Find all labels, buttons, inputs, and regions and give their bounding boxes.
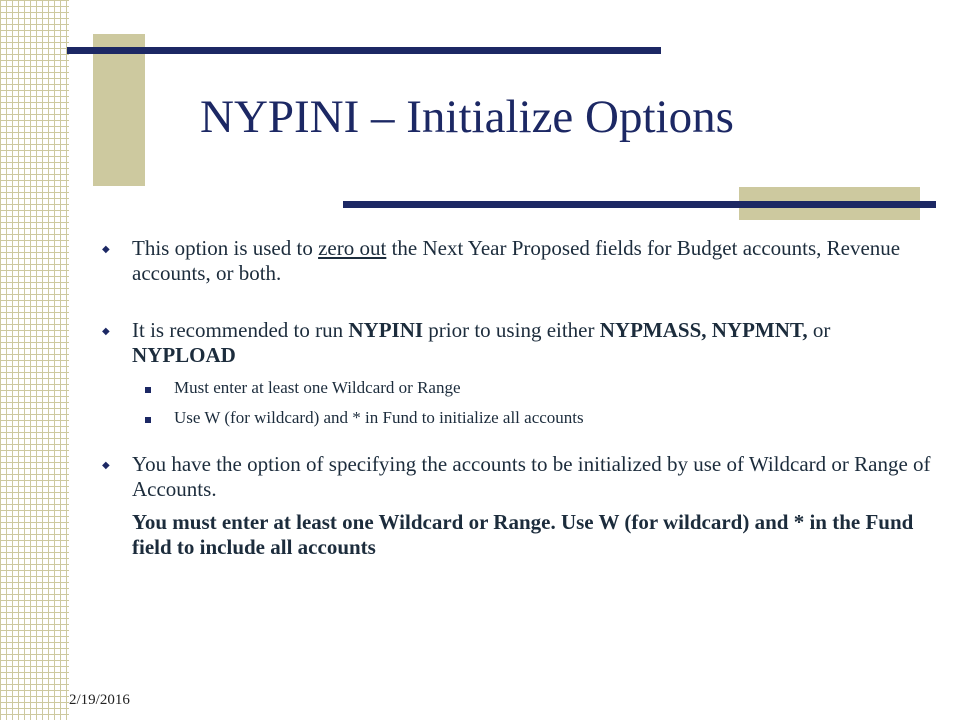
bold-text: NYPMNT, xyxy=(711,318,808,342)
decor-block-top-left xyxy=(93,34,145,186)
bullet-recommended xyxy=(102,318,932,368)
bold-text: NYPLOAD xyxy=(132,343,236,367)
left-stripe-decoration xyxy=(0,0,69,720)
slide-date: 2/19/2016 xyxy=(69,692,130,708)
bullet-text: You have the option of specifying the accounts to be initialized by use of Wildcard or Range of Accounts. xyxy=(132,452,931,501)
emphasis-note: You must enter at least one Wildcard or Range. Use W (for wildcard) and * in the Fund field to include all accounts xyxy=(132,510,914,559)
underlined-text: zero out xyxy=(318,236,387,260)
bullet-text: prior to using either xyxy=(423,318,600,342)
bold-text: NYPMASS, xyxy=(599,318,707,342)
bullet-zero-out xyxy=(102,236,932,286)
bullet-text: or xyxy=(807,318,831,342)
decor-line-top xyxy=(67,47,661,54)
bullet-option xyxy=(102,452,932,502)
slide-content xyxy=(102,236,932,560)
sub-bullet xyxy=(102,408,932,428)
diamond-bullet-icon: ◆ xyxy=(102,244,110,255)
bold-text: NYPINI xyxy=(348,318,424,342)
sub-bullet-text: Use W (for wildcard) and * in Fund to initialize all accounts xyxy=(174,408,584,427)
bullet-text: the Next Year Proposed fields for Budget accounts, Revenue accounts, or both. xyxy=(132,236,901,285)
decor-line-bottom xyxy=(343,201,936,208)
sub-bullet xyxy=(102,378,932,398)
square-bullet-icon xyxy=(145,417,151,423)
diamond-bullet-icon: ◆ xyxy=(102,460,110,471)
diamond-bullet-icon: ◆ xyxy=(102,326,110,337)
bullet-text: It is recommended to run xyxy=(132,318,349,342)
sub-bullet-text: Must enter at least one Wildcard or Range xyxy=(174,378,461,397)
square-bullet-icon xyxy=(145,387,151,393)
bullet-text: This option is used to xyxy=(132,236,319,260)
slide-title: NYPINI – Initialize Options xyxy=(200,91,734,143)
